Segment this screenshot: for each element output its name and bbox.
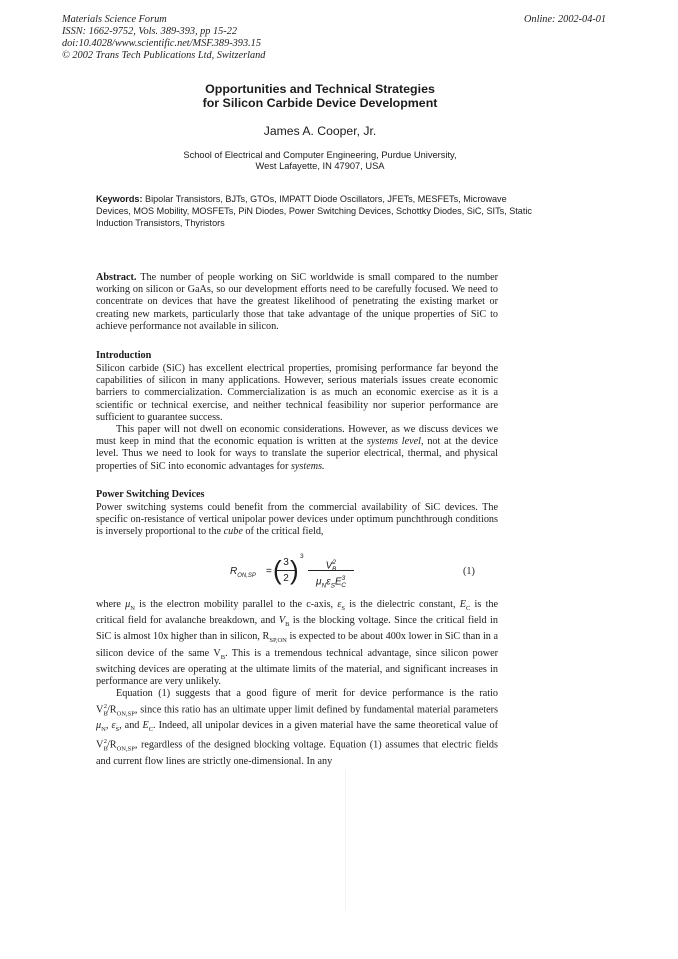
abstract-text: The number of people working on SiC worldwide is small compared to the number working on silicon or GaAs, so our development efforts need to be carefully focused. We need to concentrate on devices that have the greatest likelihood of penetrating the existing market or creating new markets, particularly those that take advantage of the unique properties of SiC to achieve performance not available in silicon. <box>96 272 498 332</box>
equation-number: (1) <box>463 566 475 577</box>
equation-left-paren: ( <box>273 555 282 585</box>
introduction-heading: Introduction <box>96 350 152 361</box>
journal-name: Materials Science Forum <box>62 14 167 25</box>
main-fraction-denominator: $\mu_N\varepsilon_SE^3_C$ <box>308 570 354 586</box>
title-line-2: for Silicon Carbide Device Development <box>202 96 438 110</box>
author-name: James A. Cooper, Jr. <box>263 124 377 138</box>
intro-p2-emphasis-2: systems. <box>290 460 325 472</box>
online-date: Online: 2002-04-01 <box>524 14 607 25</box>
equation-lhs: $R_{ON,SP}$ <box>230 566 256 579</box>
power-p1-text-b: of the critical field, <box>242 526 324 538</box>
title-line-1: Opportunities and Technical Strategies <box>205 82 435 96</box>
power-paragraph-1 <box>96 502 498 539</box>
fraction-numerator: 3 <box>283 557 289 568</box>
paper-title <box>60 82 580 110</box>
abstract <box>96 272 498 333</box>
power-heading: Power Switching Devices <box>96 489 205 500</box>
affiliation <box>60 150 580 172</box>
introduction-body <box>96 363 498 473</box>
intro-paragraph-1: Silicon carbide (SiC) has excellent electrical properties, promising performance far beyond the capabilities of silicon in many applications. However, serious materials issues create economic barriers to commercialization. Commercialization is as much an economic exercise as it is a scientific or technical exercise, and neither technical feasibility nor superior performance are sufficient to guarantee success. <box>96 363 498 423</box>
keywords-text: Bipolar Transistors, BJTs, GTOs, IMPATT Diode Oscillators, JFETs, MESFETs, Microwave Devices, MOS Mobility, MOSFETs, PiN Diodes, Power Switching Devices, Schottky Diodes, SiC, SITs, Static Induction Transistors, Thyristors <box>96 194 532 229</box>
equation-equals: = <box>266 566 272 577</box>
power-paragraph-2: where $\mu_N$ is the electron mobility parallel to the c-axis, $\varepsilon_S$ is the dielectric constant, $E_C$ is the critical field for avalanche breakdown, and $V_B$ is the blocking voltage. Since the critical field in SiC is almost 10x higher than in silicon, $R_{SP,ON}$ is expected to be about 400x lower in SiC than in a silicon device of the same $V_B$. This is a tremendous technical advantage, since silicon power switching devices are operating at the ultimate limits of the material, and significant increases in performance are very unlikely. Equation (1) suggests that a good figure of merit for device performance is the ratio $V_B^2/R_{ON,SP}$, since this ratio has an ultimate upper limit defined by fundamental material parameters $\mu_N$, $\varepsilon_S$, and $E_C$. Indeed, all unipolar devices in a given material have the same theoretical value of $V_B^2/R_{ON,SP}$, regardless of the designed blocking voltage. Equation (1) assumes that electric fields and current flow lines are strictly one-dimensional. In any <box>96 599 499 768</box>
intro-p2-emphasis-1: systems level, <box>366 436 424 448</box>
equation-main-fraction <box>308 555 354 590</box>
scan-artifact-line <box>345 770 346 910</box>
main-fraction-numerator: $V^2_B$ <box>325 559 337 574</box>
affiliation-line-1: School of Electrical and Computer Engineering, Purdue University, <box>183 150 457 160</box>
abstract-label: Abstract. <box>96 272 137 283</box>
intro-p2-text-a: This paper will not dwell on economic considerations. However, as we discuss devices we must keep in mind that the economic equation is written at the <box>96 424 498 448</box>
power-paragraph-3: Equation (1) suggests that a good figure of merit for device performance is the ratio $V_B^2/R_{ON,SP}$, since this ratio has an ultimate upper limit defined by fundamental material parameters $\mu_N$, $\varepsilon_S$, and $E_C$. Indeed, all unipolar devices in a given material have the same theoretical value of $V_B^2/R_{ON,SP}$, regardless of the designed blocking voltage. Equation (1) assumes that electric fields and current flow lines are strictly one-dimensional. In any <box>96 688 498 768</box>
fraction-denominator: 2 <box>276 570 296 586</box>
doi-line[interactable]: doi:10.4028/www.scientific.net/MSF.389-393.15 <box>62 38 261 49</box>
affiliation-line-2: West Lafayette, IN 47907, USA <box>255 161 385 171</box>
equation-right-paren: ) <box>290 555 299 585</box>
keywords-label: Keywords: <box>96 194 143 204</box>
issn-line: ISSN: 1662-9752, Vols. 389-393, pp 15-22 <box>62 26 238 37</box>
intro-p2-text-b: not at the device level. Thus we need to look for ways to translate the superior electrical, thermal, and physical properties of SiC into economic advantages for <box>96 436 499 472</box>
equation-1 <box>230 555 370 591</box>
power-p1-emphasis: cube <box>223 526 243 538</box>
intro-paragraph-2 <box>96 424 498 473</box>
copyright-line: © 2002 Trans Tech Publications Ltd, Switzerland <box>62 50 266 61</box>
equation-exponent: 3 <box>300 553 304 560</box>
keywords <box>96 193 536 230</box>
power-p1-text-a: Power switching systems could benefit from the commercial availability of SiC devices. The specific on-resistance of vertical unipolar power devices under optimum punchthrough conditions is inversely proportional to the <box>96 502 498 538</box>
journal-header <box>62 14 265 62</box>
